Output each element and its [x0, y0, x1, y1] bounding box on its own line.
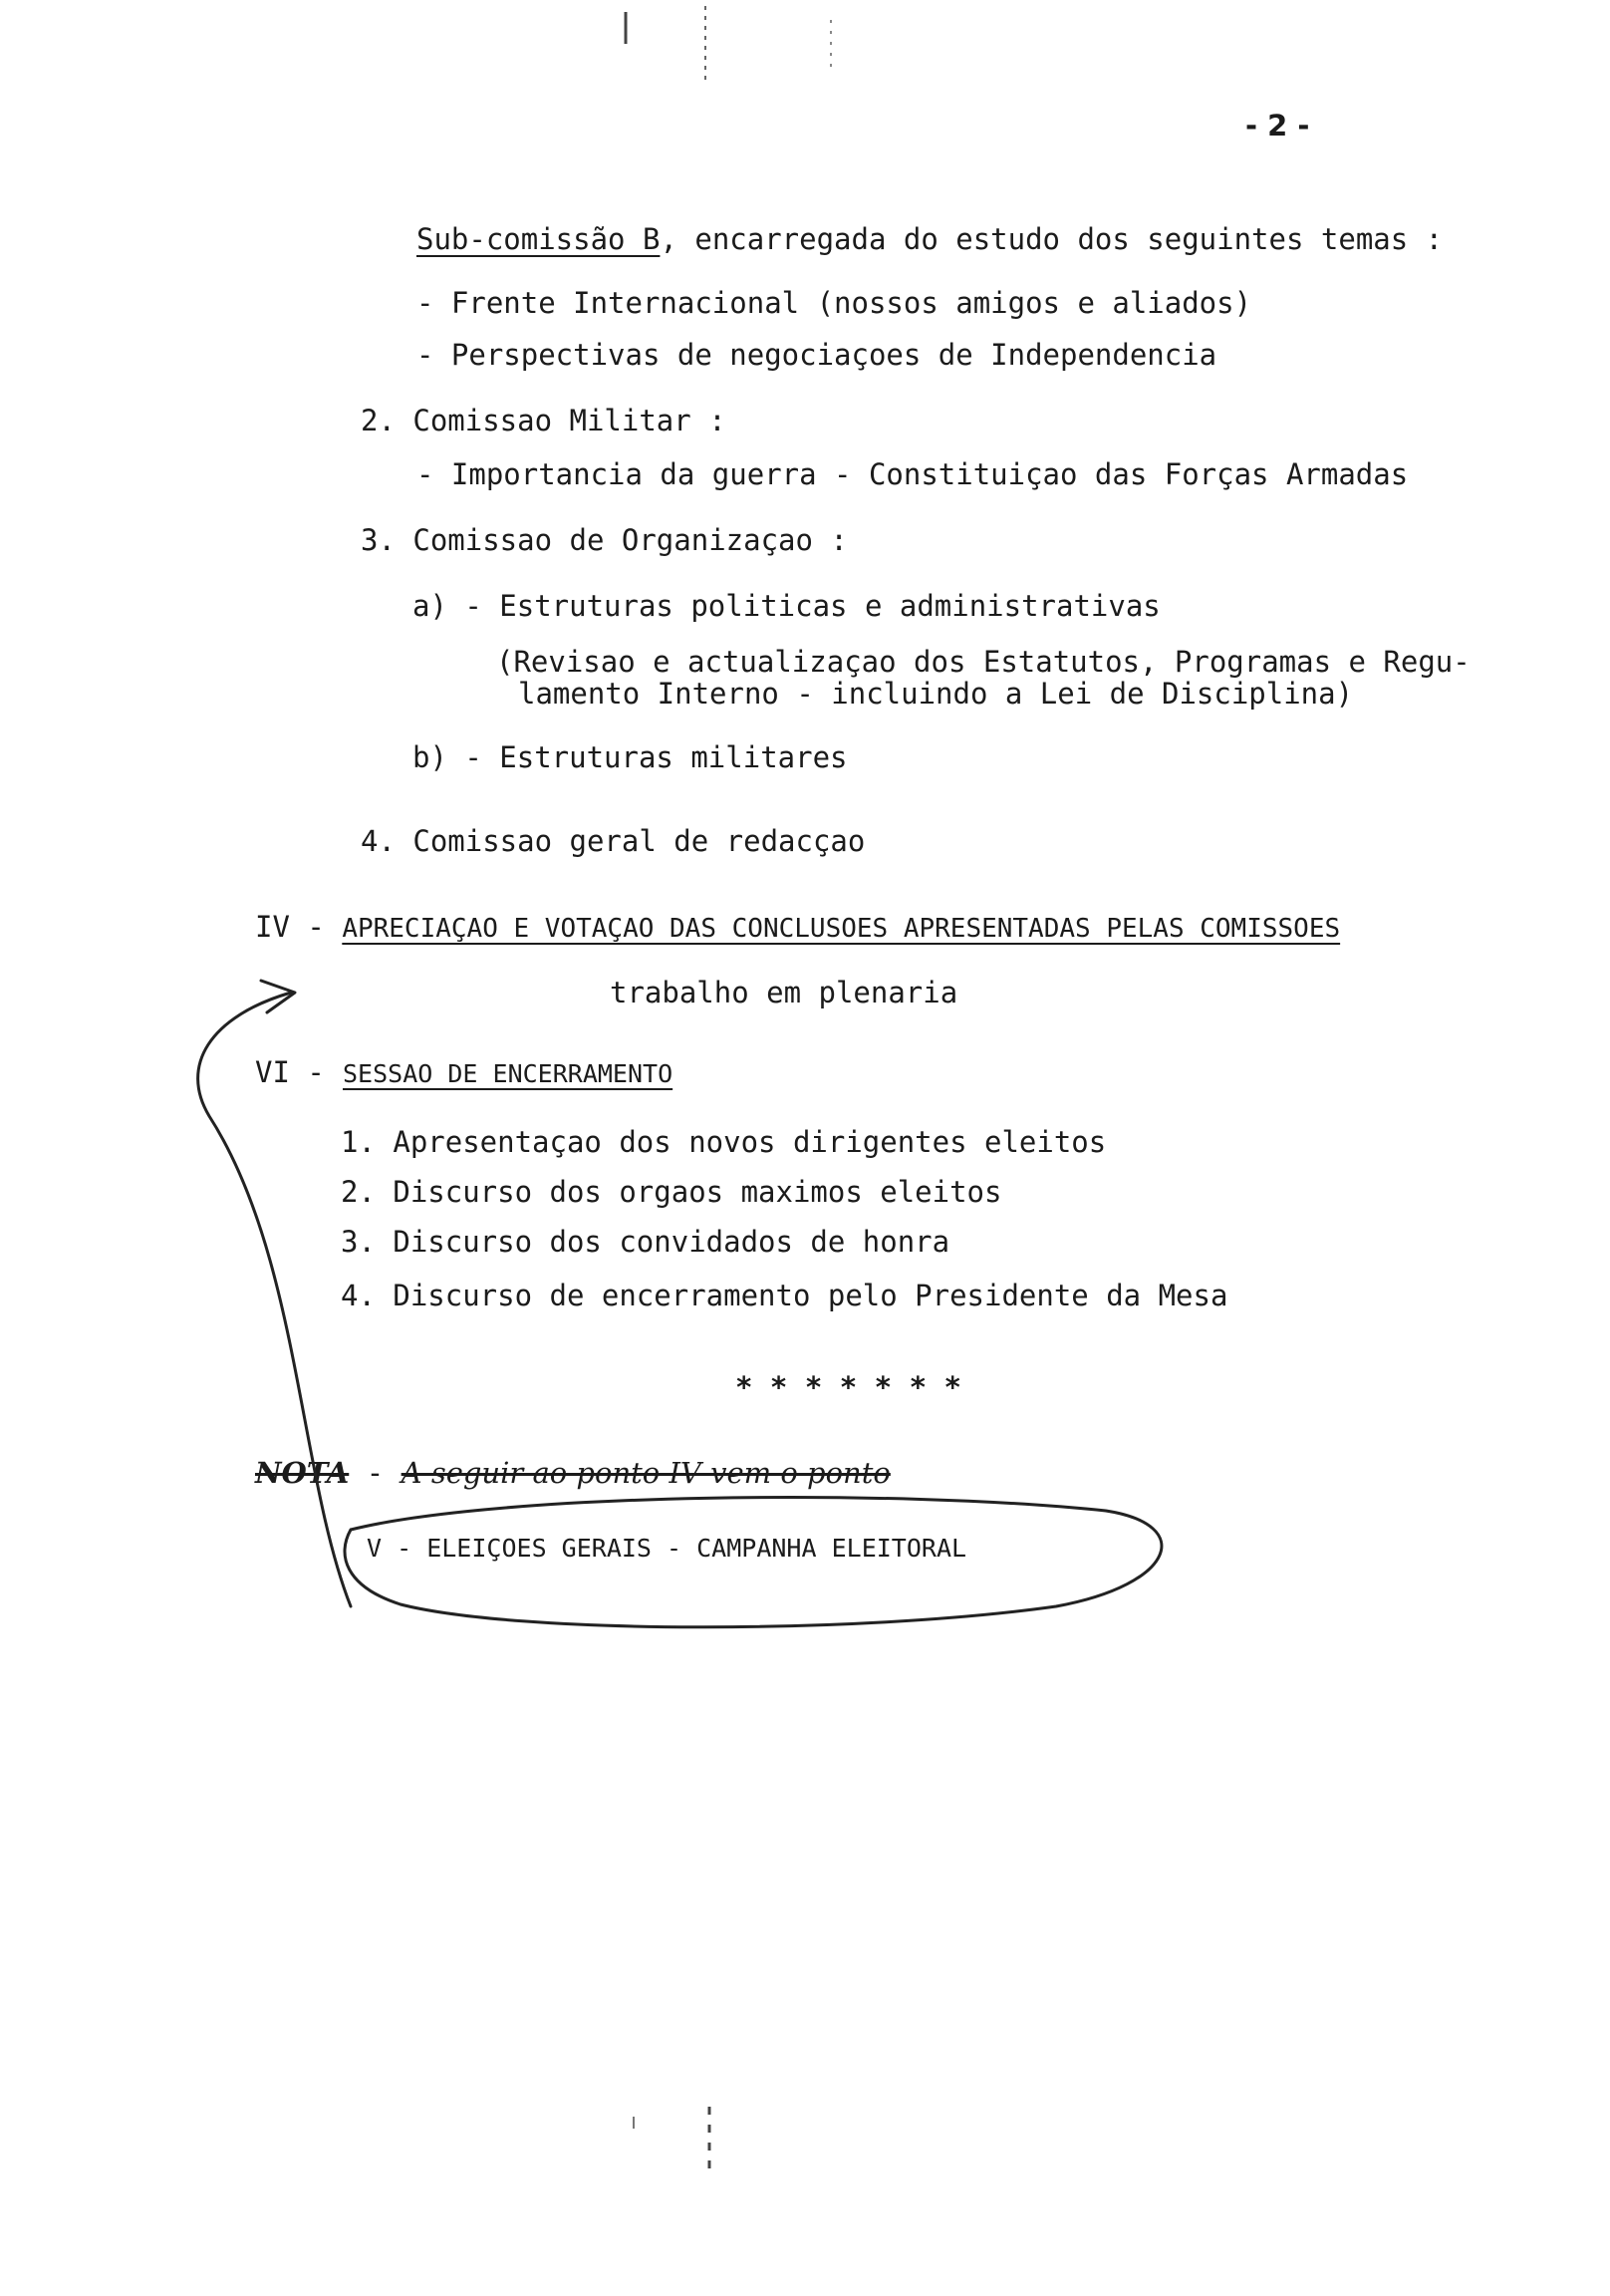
- section-iv-title: APRECIAÇAO E VOTAÇAO DAS CONCLUSOES APRESENTADAS PELAS COMISSOES: [342, 914, 1341, 944]
- note-circled-item: V - ELEIÇOES GERAIS - CAMPANHA ELEITORAL: [367, 1534, 967, 1563]
- subcommission-b-title: Sub-comissão B: [416, 222, 661, 256]
- note-struck-text: A seguir ao ponto IV vem o ponto: [401, 1456, 891, 1490]
- drafting-commission: 4. Comissao geral de redacçao: [361, 824, 866, 858]
- military-commission-heading: 2. Comissao Militar :: [361, 404, 726, 437]
- page-number: - 2 -: [1245, 109, 1310, 143]
- section-vi-title: SESSAO DE ENCERRAMENTO: [343, 1059, 673, 1088]
- subcommission-b-intro: , encarregada do estudo dos seguintes temas :: [660, 222, 1444, 256]
- note-dash: -: [349, 1456, 402, 1490]
- subcommission-b-heading: [416, 221, 1443, 257]
- section-vi-label: VI -: [255, 1055, 325, 1089]
- section-vi-item-4: 4. Discurso de encerramento pelo Presidente da Mesa: [341, 1279, 1228, 1312]
- military-commission-item: - Importancia da guerra - Constituiçao das Forças Armadas: [416, 457, 1409, 491]
- section-vi-item-2: 2. Discurso dos orgaos maximos eleitos: [341, 1175, 1002, 1209]
- section-vi-item-1: 1. Apresentaçao dos novos dirigentes eleitos: [341, 1125, 1107, 1159]
- section-iv-subtitle: trabalho em plenaria: [610, 976, 958, 1009]
- note-line: [255, 1455, 891, 1491]
- note-label: NOTA: [255, 1456, 350, 1490]
- organization-item-b: b) - Estruturas militares: [412, 740, 848, 774]
- subcommission-b-item-1: - Frente Internacional (nossos amigos e aliados): [416, 286, 1252, 320]
- section-iv-heading: [255, 909, 1340, 947]
- section-iv-label: IV -: [255, 910, 325, 944]
- organization-commission-heading: 3. Comissao de Organizaçao :: [361, 523, 848, 557]
- separator-asterisks: * * * * * * *: [735, 1370, 961, 1404]
- organization-item-a-note-line2: lamento Interno - incluindo a Lei de Disciplina): [518, 677, 1354, 711]
- subcommission-b-item-2: - Perspectivas de negociaçoes de Independencia: [416, 338, 1217, 372]
- organization-item-a-note-line1: (Revisao e actualizaçao dos Estatutos, Programas e Regu-: [496, 645, 1471, 679]
- section-vi-item-3: 3. Discurso dos convidados de honra: [341, 1225, 950, 1259]
- organization-item-a: a) - Estruturas politicas e administrativas: [412, 589, 1161, 623]
